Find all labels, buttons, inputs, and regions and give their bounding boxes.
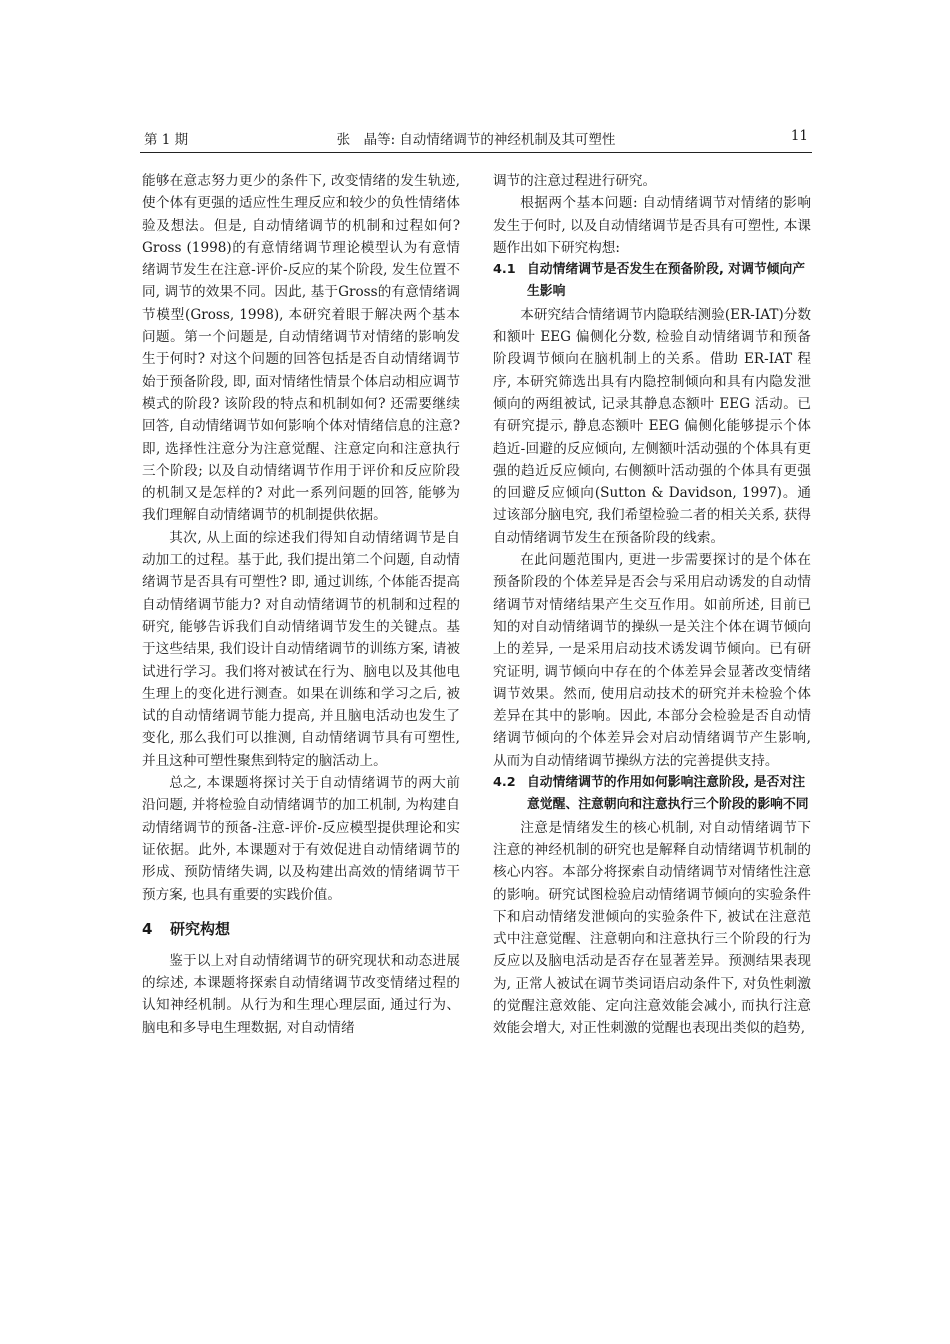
- paragraph: 根据两个基本问题: 自动情绪调节对情绪的影响发生于何时, 以及自动情绪调节是否具有可塑性, 本课题作出如下研究构想:: [493, 195, 811, 256]
- page-number: 11: [790, 128, 808, 144]
- paragraph: 其次, 从上面的综述我们得知自动情绪调节是自动加工的过程。基于此, 我们提出第二个问题, 自动情绪调节是否具有可塑性? 即, 通过训练, 个体能否提高自动情绪调节能力? 对自动情绪调节的机制和过程的研究, 能够告诉我们自动情绪调节发生的关键点。基于这些结果, 我们设计自动情绪调节的训练方案, 请被试进行学习。我们将对被试在行为、脑电以及其他电生理上的变化进行测查。如果在训练和学习之后, 被试的自动情绪调节能力提高, 并且脑电活动也发生了变化, 那么我们可以推测, 自动情绪调节具有可塑性, 并且这种可塑性聚焦到特定的脑活动上。: [142, 529, 460, 769]
- subsection-number: 4.1: [493, 262, 516, 278]
- subsection-number: 4.2: [493, 775, 516, 791]
- subsection-heading: [493, 772, 811, 817]
- paragraph: 本研究结合情绪调节内隐联结测验(ER-IAT)分数和额叶 EEG 偏侧化分数, 检验自动情绪调节和预备阶段调节倾向在脑机制上的关系。借助 ER-IAT 程序, 本研究筛选出具有内隐控制倾向和具有内隐发泄倾向的两组被试, 记录其静息态额叶 EEG 活动。已有研究提示, 静息态额叶 EEG 偏侧化能够提示个体趋近-回避的反应倾向, 左侧额叶活动强的个体具有更强的趋近反应倾向, 右侧额叶活动强的个体具有更强的回避反应倾向(Sutton & Davidson, 1997)。通过该部分脑电究, 我们希望检验二者的相关关系, 获得自动情绪调节发生在预备阶段的线索。: [493, 306, 811, 546]
- section-number: 4: [142, 919, 153, 938]
- subsection-title: 自动情绪调节的作用如何影响注意阶段, 是否对注意觉醒、注意朝向和注意执行三个阶段的影响不同: [527, 775, 809, 813]
- section-title: 研究构想: [170, 919, 231, 938]
- issue-label: 第 1 期: [144, 132, 189, 148]
- subsection-heading: [493, 259, 811, 304]
- paragraph: 总之, 本课题将探讨关于自动情绪调节的两大前沿问题, 并将检验自动情绪调节的加工机制, 为构建自动情绪调节的预备-注意-评价-反应模型提供理论和实证依据。此外, 本课题对于有效促进自动情绪调节的形成、预防情绪失调, 以及构建出高效的情绪调节干预方案, 也具有重要的实践价值。: [142, 775, 460, 903]
- left-column: [142, 170, 460, 1039]
- paragraph: 能够在意志努力更少的条件下, 改变情绪的发生轨迹, 使个体有更强的适应性生理反应和较少的负性情绪体验及想法。但是, 自动情绪调节的机制和过程如何? Gross (1998)的有意情绪调节理论模型认为有意情绪调节发生在注意-评价-反应的某个阶段, 发生位置不同, 调节的效果不同。因此, 基于Gross的有意情绪调节模型(Gross, 1998), 本研究着眼于解决两个基本问题。第一个问题是, 自动情绪调节对情绪的影响发生于何时? 对这个问题的回答包括是否自动情绪调节始于预备阶段, 即, 面对情绪性情景个体启动相应调节模式的阶段? 该阶段的特点和机制如何? 还需要继续回答, 自动情绪调节如何影响个体对情绪信息的注意? 即, 选择性注意分为注意觉醒、注意定向和注意执行三个阶段; 以及自动情绪调节作用于评价和反应阶段的机制又是怎样的? 对此一系列问题的回答, 能够为我们理解自动情绪调节的机制提供依据。: [142, 173, 460, 524]
- paragraph: 鉴于以上对自动情绪调节的研究现状和动态进展的综述, 本课题将探索自动情绪调节改变情绪过程的认知神经机制。从行为和生理心理层面, 通过行为、脑电和多导电生理数据, 对自动情绪: [142, 952, 460, 1036]
- running-header: [140, 124, 812, 153]
- right-column: [493, 170, 811, 1040]
- running-title: 张 晶等: 自动情绪调节的神经机制及其可塑性: [336, 132, 616, 148]
- subsection-title: 自动情绪调节是否发生在预备阶段, 对调节倾向产生影响: [527, 262, 806, 300]
- paragraph: 调节的注意过程进行研究。: [493, 173, 657, 189]
- paragraph: 在此问题范围内, 更进一步需要探讨的是个体在预备阶段的个体差异是否会与采用启动诱发的自动情绪调节对情绪结果产生交互作用。如前所述, 目前已知的对自动情绪调节的操纵一是关注个体在调节倾向上的差异, 一是采用启动技术诱发调节倾向。已有研究证明, 调节倾向中存在的个体差异会显著改变情绪调节效果。然而, 使用启动技术的研究并未检验个体差异在其中的影响。因此, 本部分会检验是否自动情绪调节倾向的个体差异会对启动情绪调节产生影响, 从而为自动情绪调节操纵方法的完善提供支持。: [493, 552, 811, 769]
- paragraph: 注意是情绪发生的核心机制, 对自动情绪调节下注意的神经机制的研究也是解释自动情绪调节机制的核心内容。本部分将探索自动情绪调节对情绪性注意的影响。研究试图检验启动情绪调节倾向的实验条件下和启动情绪发泄倾向的实验条件下, 被试在注意范式中注意觉醒、注意朝向和注意执行三个阶段的行为反应以及脑电活动是否存在显著差异。预测结果表现为, 正常人被试在调节类词语启动条件下, 对负性刺激的觉醒注意效能、定向注意效能会减小, 而执行注意效能会增大, 对正性刺激的觉醒也表现出类似的趋势,: [493, 819, 811, 1037]
- section-heading: [142, 918, 460, 940]
